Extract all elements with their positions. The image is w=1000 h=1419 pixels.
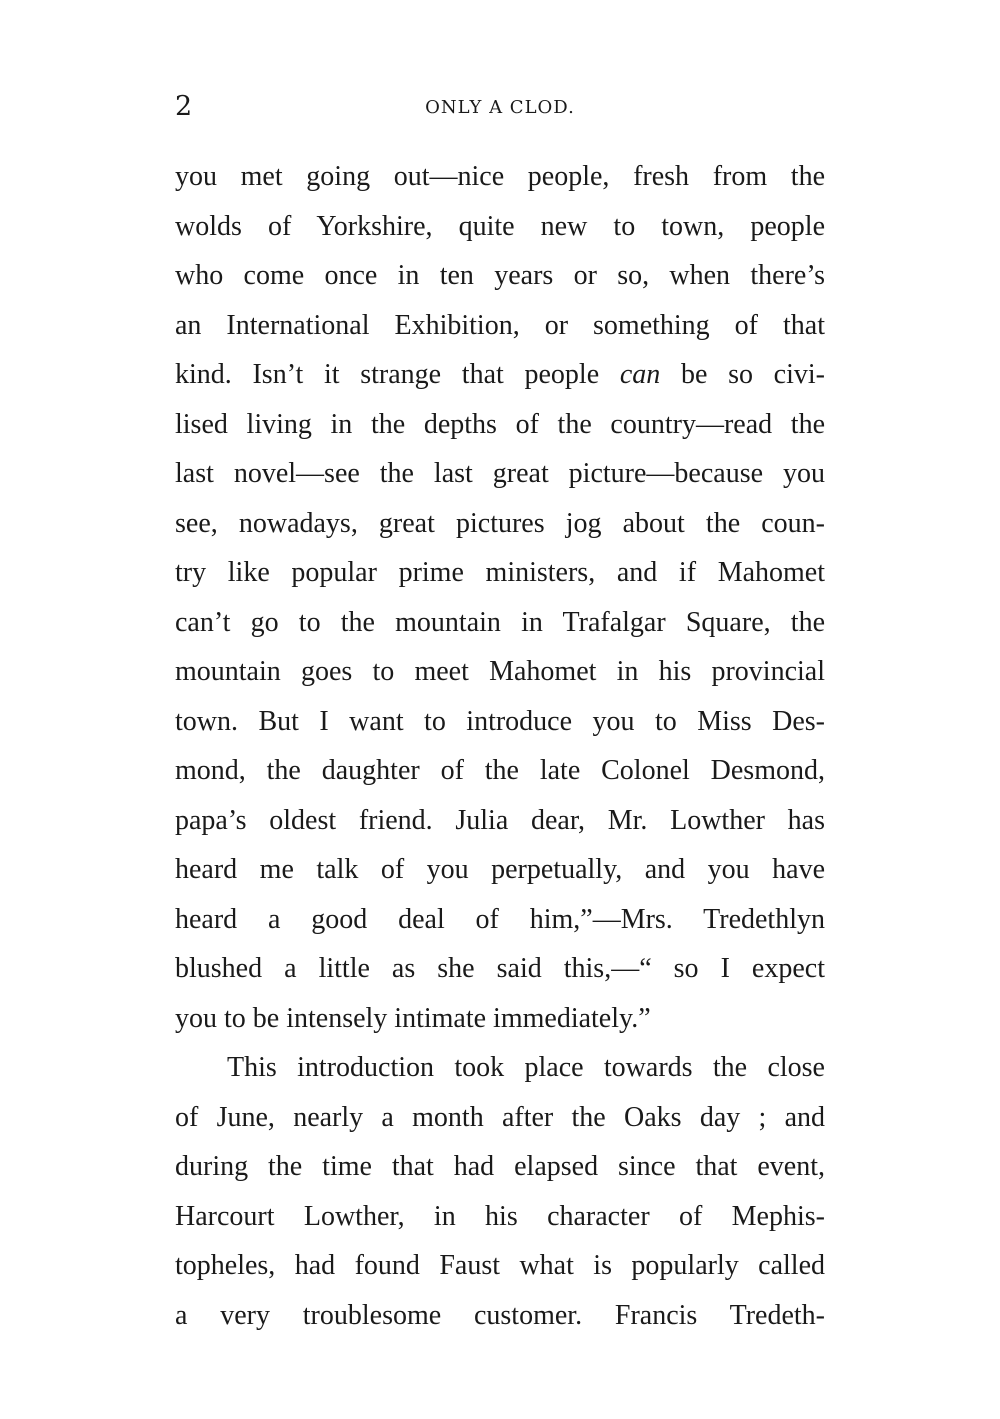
- text-segment: kind. Isn’t it strange that people: [175, 359, 620, 390]
- text-line: papa’s oldest friend. Julia dear, Mr. Lowther has: [175, 804, 825, 836]
- text-line: during the time that had elapsed since that event,: [175, 1151, 825, 1182]
- paragraph-2: [175, 1043, 825, 1340]
- paragraph-1: [175, 152, 825, 1043]
- page-number: 2: [175, 91, 193, 122]
- text-line: can’t go to the mountain in Trafalgar Square, the: [175, 606, 825, 638]
- text-line: try like popular prime ministers, and if Mahomet: [175, 557, 825, 588]
- text-line: mountain goes to meet Mahomet in his provincial: [175, 656, 825, 687]
- text-line: lised living in the depths of the country—read the: [175, 408, 825, 440]
- text-line: heard me talk of you perpetually, and you have: [175, 854, 825, 885]
- running-title: ONLY A CLOD.: [425, 97, 575, 118]
- text-line: see, nowadays, great pictures jog about the coun-: [175, 507, 825, 539]
- text-line: wolds of Yorkshire, quite new to town, people: [175, 210, 825, 242]
- text-line: This introduction took place towards the close: [227, 1052, 825, 1083]
- text-line: Harcourt Lowther, in his character of Mephis-: [175, 1200, 825, 1232]
- text-segment: be so civi-: [660, 359, 825, 390]
- running-head: [175, 92, 825, 122]
- text-line: who come once in ten years or so, when there’s: [175, 260, 825, 291]
- text-line: you to be intensely intimate immediately.”: [175, 1002, 651, 1034]
- text-line-with-italic: [175, 350, 825, 400]
- text-line: of June, nearly a month after the Oaks day ; and: [175, 1101, 825, 1133]
- text-line: town. But I want to introduce you to Miss Des-: [175, 705, 825, 737]
- text-line: heard a good deal of him,”—Mrs. Tredethlyn: [175, 903, 825, 935]
- text-line: last novel—see the last great picture—because you: [175, 458, 825, 489]
- text-line: topheles, had found Faust what is popularly called: [175, 1250, 825, 1281]
- text-line: an International Exhibition, or something of that: [175, 309, 825, 341]
- text-line: mond, the daughter of the late Colonel Desmond,: [175, 755, 825, 786]
- body-text: [175, 152, 825, 1340]
- italic-word: can: [619, 359, 661, 390]
- text-line: blushed a little as she said this,—“ so I expect: [175, 953, 825, 984]
- text-line: a very troublesome customer. Francis Tredeth-: [175, 1299, 825, 1331]
- text-line: you met going out—nice people, fresh from the: [175, 161, 825, 192]
